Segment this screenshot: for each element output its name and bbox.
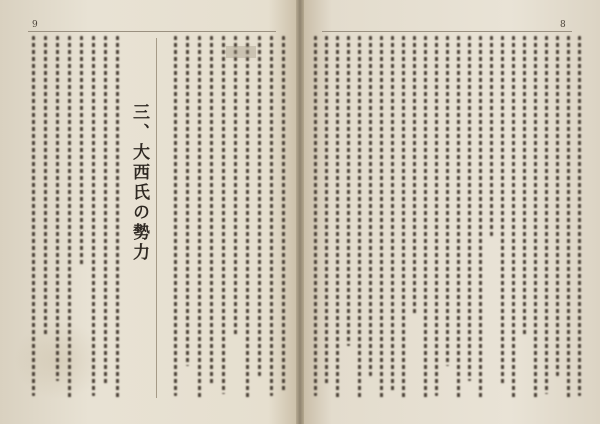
- text-column: [210, 36, 213, 386]
- text-column: [314, 36, 317, 396]
- text-column: [234, 36, 237, 336]
- left-body-text-upper: [166, 36, 288, 401]
- text-column: [44, 36, 47, 336]
- right-page-number: 8: [560, 20, 566, 30]
- text-column: [198, 36, 201, 398]
- text-column: [391, 36, 394, 391]
- text-column: [246, 36, 249, 398]
- text-column: [358, 36, 361, 398]
- left-header-rule: [28, 31, 276, 32]
- text-column: [424, 36, 427, 398]
- book-gutter: [296, 0, 304, 424]
- text-column: [116, 36, 119, 398]
- text-column: [380, 36, 383, 398]
- text-column: [512, 36, 515, 398]
- text-column: [174, 36, 177, 396]
- text-column: [336, 36, 339, 398]
- text-column: [325, 36, 328, 386]
- heading-divider: [156, 38, 157, 398]
- text-column: [56, 36, 59, 381]
- text-column: [347, 36, 350, 346]
- text-column: [413, 36, 416, 316]
- text-column: [545, 36, 548, 394]
- text-column: [186, 36, 189, 366]
- left-page-number: 9: [32, 20, 38, 30]
- text-column: [68, 36, 71, 398]
- left-body-text-lower: [22, 36, 122, 401]
- right-body-text: [312, 36, 584, 401]
- text-column: [402, 36, 405, 398]
- text-column: [578, 36, 581, 396]
- faded-mark: [226, 46, 256, 58]
- text-column: [80, 36, 83, 266]
- text-column: [457, 36, 460, 398]
- text-column: [369, 36, 372, 376]
- text-column: [270, 36, 273, 396]
- right-header-rule: [322, 31, 572, 32]
- text-column: [556, 36, 559, 376]
- section-heading: 三、大西氏の勢力: [129, 103, 149, 263]
- text-column: [446, 36, 449, 366]
- text-column: [490, 36, 493, 236]
- text-column: [501, 36, 504, 386]
- text-column: [468, 36, 471, 381]
- text-column: [567, 36, 570, 398]
- text-column: [534, 36, 537, 398]
- text-column: [523, 36, 526, 336]
- text-column: [435, 36, 438, 396]
- text-column: [282, 36, 285, 391]
- text-column: [92, 36, 95, 396]
- text-column: [258, 36, 261, 376]
- text-column: [479, 36, 482, 398]
- text-column: [32, 36, 35, 396]
- text-column: [104, 36, 107, 386]
- text-column: [222, 36, 225, 394]
